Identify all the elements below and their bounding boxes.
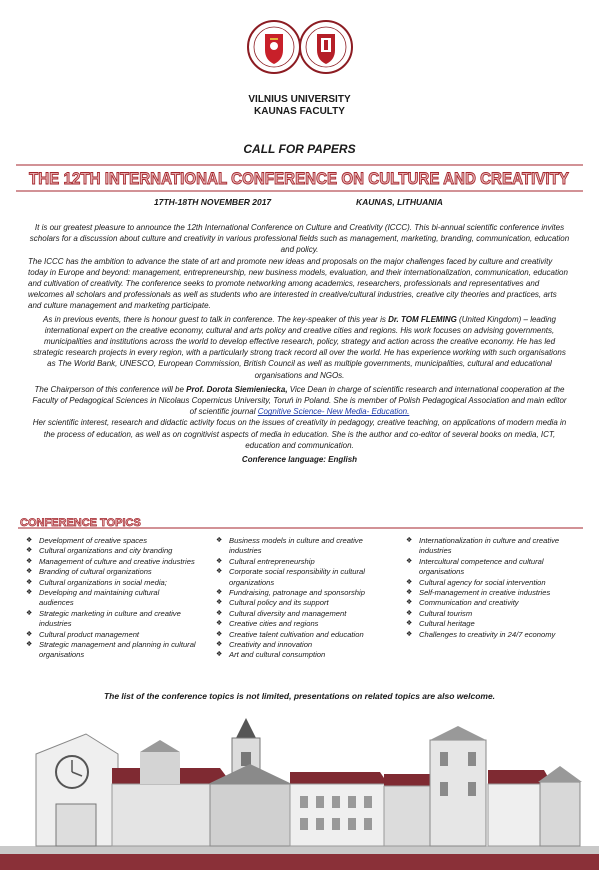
topic-item: ❖ Communication and creativity: [406, 598, 519, 608]
topic-item: ❖ Cultural policy and its support: [216, 598, 329, 608]
topic-item: ❖ Cultural tourism: [406, 608, 473, 618]
topic-item: ❖ Cultural agency for social intervention: [406, 577, 546, 587]
faculty-name: KAUNAS FACULTY: [254, 106, 345, 117]
bullet-icon: ❖: [216, 641, 223, 649]
bullet-icon: ❖: [216, 568, 223, 576]
bullet-icon: ❖: [216, 599, 223, 607]
topic-item: ❖ Fundraising, patronage and sponsorship: [216, 588, 365, 598]
topic-item: ❖ Art and cultural consumption: [216, 650, 326, 660]
bullet-icon: ❖: [406, 609, 413, 617]
conference-title-banner: [16, 164, 583, 192]
bullet-icon: ❖: [26, 578, 33, 586]
topic-item: ❖ Intercultural competence and cultural organisations: [406, 556, 544, 577]
topic-item: ❖ Cultural organizations and city branding: [26, 546, 173, 556]
bullet-icon: ❖: [216, 589, 223, 597]
bullet-icon: ❖: [216, 651, 223, 659]
intro-paragraph-1: It is our greatest pleasure to announce the 12th International Conference on Culture and Creativity (ICCC). This bi-annual scientific conference invites scholars for a discussion about culture and creativity in various professional fields such as management, marketing, branding, communication, education and policy.: [29, 223, 570, 255]
vilnius-university-seal-icon: [248, 21, 300, 73]
topic-item: ❖ Development of creative spaces: [26, 536, 148, 545]
bullet-icon: ❖: [216, 537, 223, 544]
topic-item: ❖ Cultural heritage: [406, 619, 475, 629]
topic-item: ❖ Cultural entrepreneurship: [216, 556, 315, 566]
topics-heading-bar: [18, 514, 583, 530]
topics-footnote: The list of the conference topics is not limited, presentations on related topics are also welcome.: [103, 691, 496, 701]
keynote-speaker: Dr. TOM FLEMING: [388, 314, 457, 324]
bullet-icon: ❖: [406, 620, 413, 628]
topic-item: ❖ Business models in culture and creative industries: [216, 536, 363, 556]
topics-heading: CONFERENCE TOPICS: [20, 517, 141, 529]
topic-item: ❖ Management of culture and creative industries: [26, 556, 195, 566]
bullet-icon: ❖: [26, 641, 33, 649]
topics-column-3: [406, 536, 576, 640]
topic-item: ❖ Internationalization in culture and creative industries: [406, 536, 560, 556]
introduction: [28, 222, 571, 465]
topic-item: ❖ Creative talent cultivation and education: [216, 629, 364, 639]
topic-item: ❖ Cultural product management: [26, 629, 140, 639]
call-for-papers: CALL FOR PAPERS: [243, 142, 356, 156]
bullet-icon: ❖: [406, 537, 413, 544]
topic-item: ❖ Cultural organizations in social media;: [26, 577, 167, 587]
conference-language: Conference language: English: [241, 455, 358, 465]
intro-paragraph-4: The Chairperson of this conference will be Prof. Dorota Siemieniecka, Vice Dean in charge of scientific research and international cooperation at the Faculty of Pedagogical Sciences in Nicolaus Copernicus University, Toruń in Poland. She is member of Polish Pedagogical Association and main editor of scientific journal Cognitive Science- New Media- Education.: [32, 384, 567, 417]
bullet-icon: ❖: [406, 578, 413, 586]
intro-paragraph-3: As in previous events, there is honour guest to talk in conference. The key-speaker of this year is Dr. TOM FLEMING (United Kingdom) – leading international expert on the creative economy, cultural and arts policy and creative cities and regions. His work focuses on advising governments, municipalities and institutions across the world to develop effective research, policy, strategy and action across the creative economy. He has led strategic research projects in every region, with a particularly strong track record all over the world. He has experience working with such organisations as The World Bank, UNESCO, European Commission, British Council as well as multiple governments, municipalities, cultural and educational organisations and NGOs.: [33, 314, 566, 380]
university-name: VILNIUS UNIVERSITY: [248, 94, 351, 105]
bullet-icon: ❖: [26, 589, 33, 597]
bullet-icon: ❖: [406, 630, 413, 638]
kaunas-faculty-seal-icon: [300, 21, 352, 73]
bullet-icon: ❖: [26, 609, 33, 617]
bullet-icon: ❖: [26, 537, 33, 544]
chairperson: Prof. Dorota Siemieniecka,: [186, 384, 288, 394]
bullet-icon: ❖: [216, 609, 223, 617]
bullet-icon: ❖: [26, 568, 33, 576]
bullet-icon: ❖: [216, 620, 223, 628]
bullet-icon: ❖: [26, 557, 33, 565]
intro-paragraph-5: Her scientific interest, research and didactic activity focus on the issues of creativity in pedagogy, creative teaching, on applications of modern media in the process of education, as well as on cognitivist aspects of media in education. She is the author and co-editor of several books on media, ICT, education and communication.: [32, 418, 567, 450]
topic-item: ❖ Branding of cultural organizations: [26, 567, 152, 577]
topic-item: ❖ Creative cities and regions: [216, 619, 319, 629]
university-seals: [246, 10, 354, 84]
city-skyline-illustration: [0, 712, 599, 870]
conference-place: KAUNAS, LITHUANIA: [356, 197, 443, 207]
journal-link[interactable]: Cognitive Science- New Media- Education.: [257, 407, 410, 417]
conference-dates: 17TH-18TH NOVEMBER 2017: [154, 197, 272, 207]
topic-item: ❖ Strategic marketing in culture and creative industries: [26, 608, 181, 629]
bullet-icon: ❖: [216, 557, 223, 565]
conference-title: THE 12TH INTERNATIONAL CONFERENCE ON CULTURE AND CREATIVITY: [29, 169, 570, 188]
bullet-icon: ❖: [406, 599, 413, 607]
bullet-icon: ❖: [26, 630, 33, 638]
topic-item: ❖ Self-management in creative industries: [406, 588, 551, 598]
topics-column-1: [26, 536, 196, 661]
bullet-icon: ❖: [406, 557, 413, 565]
topic-item: ❖ Creativity and innovation: [216, 640, 313, 650]
university-block: [0, 94, 599, 118]
bullet-icon: ❖: [216, 630, 223, 638]
topic-item: ❖ Cultural diversity and management: [216, 608, 347, 618]
topics-column-2: [216, 536, 386, 661]
topic-item: ❖ Corporate social responsibility in cultural organizations: [216, 567, 365, 587]
topic-item: ❖ Developing and maintaining cultural audiences: [26, 588, 160, 608]
topic-item: ❖ Strategic management and planning in cultural organisations: [26, 640, 196, 660]
bullet-icon: ❖: [26, 547, 33, 555]
intro-paragraph-2: The ICCC has the ambition to advance the state of art and promote new ideas and proposals on the major challenges faced by culture and creativity today in Europe and beyond: management, entrepreneurship, new business models, evaluation, and their internationalization, communication, education and cultivation of creativity. The conference seeks to promote networking among academics, researchers, professionals and representatives and welcomes all scholars and professionals as well as students who are interested in creative/cultural industries, creative city theories and practices, arts and culture management and marketing participate.: [28, 256, 568, 311]
topic-item: ❖ Challenges to creativity in 24/7 economy: [406, 629, 556, 639]
bullet-icon: ❖: [406, 589, 413, 597]
